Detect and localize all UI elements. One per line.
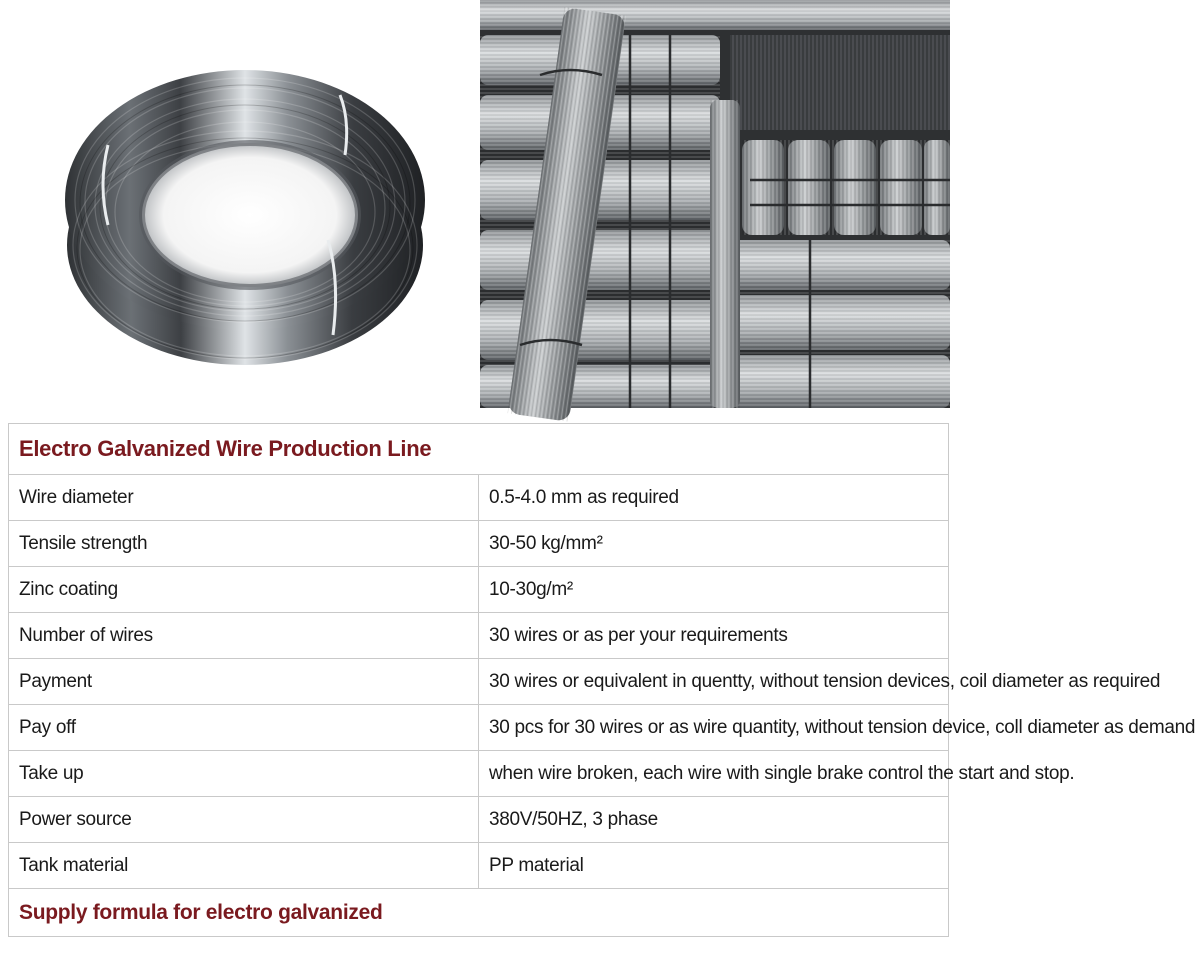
- table-title: Electro Galvanized Wire Production Line: [9, 424, 949, 475]
- row-label: Pay off: [9, 705, 479, 751]
- spec-table: [8, 423, 1195, 937]
- row-value: 30 pcs for 30 wires or as wire quantity, without tension device, coll diameter as demand: [479, 705, 949, 751]
- table-row: [9, 659, 949, 705]
- table-footer: Supply formula for electro galvanized: [9, 889, 949, 937]
- table-row: [9, 751, 949, 797]
- wire-coil-image: [10, 0, 470, 410]
- table-row: [9, 521, 949, 567]
- row-label: Tank material: [9, 843, 479, 889]
- wire-coil-photo: [10, 0, 470, 410]
- table-footer-row: [9, 889, 949, 937]
- row-value: when wire broken, each wire with single brake control the start and stop.: [479, 751, 949, 797]
- row-value: 30 wires or as per your requirements: [479, 613, 949, 659]
- row-value: 30-50 kg/mm²: [479, 521, 949, 567]
- row-value: 380V/50HZ, 3 phase: [479, 797, 949, 843]
- row-label: Number of wires: [9, 613, 479, 659]
- wire-bundles-photo: [480, 0, 950, 408]
- row-label: Tensile strength: [9, 521, 479, 567]
- row-label: Payment: [9, 659, 479, 705]
- wire-bundles-image: [480, 0, 950, 408]
- table-row: [9, 843, 949, 889]
- table-row: [9, 797, 949, 843]
- table-row: [9, 705, 949, 751]
- row-label: Zinc coating: [9, 567, 479, 613]
- table-row: [9, 613, 949, 659]
- row-value: 10-30g/m²: [479, 567, 949, 613]
- row-label: Take up: [9, 751, 479, 797]
- table-title-row: [9, 424, 949, 475]
- table-row: [9, 567, 949, 613]
- row-label: Power source: [9, 797, 479, 843]
- row-value: 30 wires or equivalent in quentty, without tension devices, coil diameter as required: [479, 659, 949, 705]
- row-value: PP material: [479, 843, 949, 889]
- row-value: 0.5-4.0 mm as required: [479, 475, 949, 521]
- row-label: Wire diameter: [9, 475, 479, 521]
- table-row: [9, 475, 949, 521]
